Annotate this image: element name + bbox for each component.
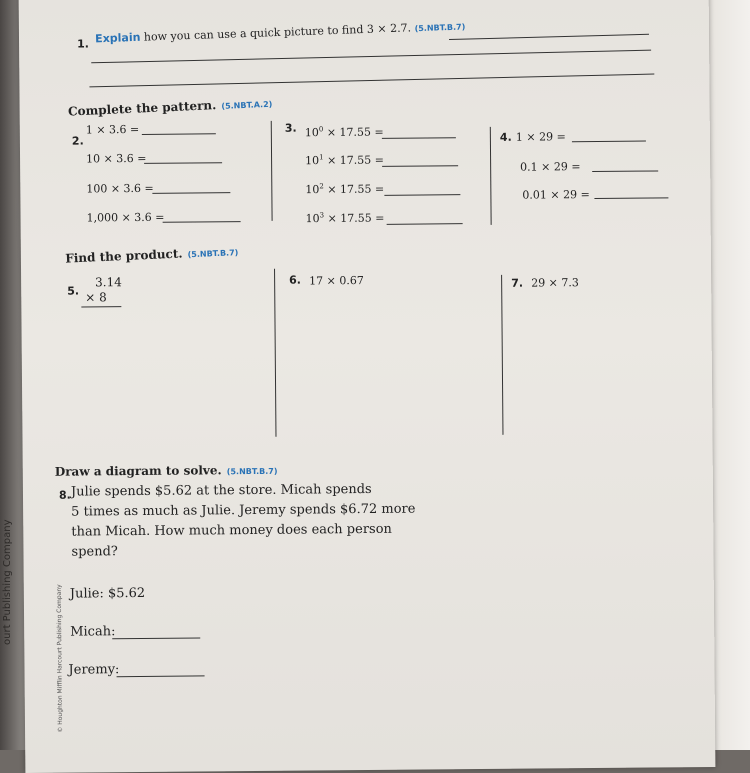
q2-line-1: 1 × 3.6 = bbox=[85, 122, 140, 137]
q1-answer-line-3[interactable] bbox=[89, 74, 654, 88]
q8-jeremy-answer[interactable] bbox=[117, 675, 205, 677]
q5-bottom-factor: × 8 bbox=[85, 290, 107, 305]
q8-jeremy-label: Jeremy: bbox=[68, 662, 120, 678]
diagram-heading-row bbox=[55, 459, 278, 480]
q8-number: 8. bbox=[58, 488, 71, 502]
q4-number: 4. bbox=[499, 130, 512, 144]
q2-answer-3[interactable] bbox=[152, 192, 230, 194]
pattern-heading: Complete the pattern. bbox=[67, 98, 217, 119]
q3-line-2: $10^1 \times 17.55$ = bbox=[305, 153, 385, 168]
q8-line-2: 5 times as much as Julie. Jeremy spends $6.72 more bbox=[71, 501, 416, 520]
q8-line-1: Julie spends $5.62 at the store. Micah spends bbox=[70, 481, 372, 500]
worksheet-page bbox=[19, 0, 716, 773]
q5-product-bar bbox=[81, 306, 121, 307]
q2-number: 2. bbox=[71, 134, 84, 148]
q4-answer-3[interactable] bbox=[594, 197, 668, 199]
q3-line-3: $10^2 \times 17.55$ = bbox=[305, 182, 385, 197]
q2-line-2: 10 × 3.6 = bbox=[86, 151, 147, 166]
q1-text: how you can use a quick picture to find 3 × 2.7. bbox=[143, 21, 412, 44]
pattern-heading-row bbox=[68, 92, 273, 120]
q4-line-1: 1 × 29 = bbox=[515, 130, 566, 144]
q6-number: 6. bbox=[289, 273, 302, 287]
q8-line-4: spend? bbox=[71, 544, 118, 560]
q1-answer-line-2[interactable] bbox=[91, 50, 651, 64]
q5-number: 5. bbox=[67, 284, 80, 298]
copyright-notice: © Houghton Mifflin Harcourt Publishing Company bbox=[55, 584, 65, 733]
q1-prompt bbox=[95, 19, 466, 45]
q1-standard: (5.NBT.B.7) bbox=[414, 22, 466, 34]
q2-line-4: 1,000 × 3.6 = bbox=[86, 210, 165, 225]
q7-number: 7. bbox=[511, 276, 524, 290]
q4-answer-2[interactable] bbox=[592, 170, 658, 172]
q8-micah-label: Micah: bbox=[70, 624, 116, 640]
q4-answer-1[interactable] bbox=[572, 141, 646, 143]
q3-line-4: $10^3 \times 17.55$ = bbox=[305, 211, 385, 226]
q8-julie: Julie: $5.62 bbox=[69, 585, 146, 602]
q1-explain-word: Explain bbox=[94, 30, 141, 46]
q7-problem: 29 × 7.3 bbox=[531, 276, 579, 290]
q1-answer-line-1[interactable] bbox=[449, 34, 649, 40]
q6-problem: 17 × 0.67 bbox=[309, 274, 364, 288]
q8-line-3: than Micah. How much money does each person bbox=[71, 521, 392, 540]
q3-answer-3[interactable] bbox=[384, 194, 460, 196]
q5-top-factor: 3.14 bbox=[95, 275, 122, 290]
q3-answer-4[interactable] bbox=[387, 223, 463, 225]
q8-micah-answer[interactable] bbox=[112, 637, 200, 639]
product-divider-1 bbox=[274, 269, 276, 437]
publisher-spine-text: ourt Publishing Company bbox=[2, 519, 13, 645]
q3-line-1: $10^0 \times 17.55$ = bbox=[304, 125, 384, 140]
product-standard: (5.NBT.B.7) bbox=[187, 248, 239, 260]
pattern-standard: (5.NBT.A.2) bbox=[221, 99, 273, 111]
q3-answer-1[interactable] bbox=[382, 137, 456, 139]
q3-answer-2[interactable] bbox=[382, 165, 458, 167]
diagram-heading: Draw a diagram to solve. bbox=[54, 463, 222, 479]
q2-answer-4[interactable] bbox=[163, 221, 241, 223]
q3-number: 3. bbox=[284, 121, 297, 135]
q4-line-2: 0.1 × 29 = bbox=[520, 160, 581, 174]
q2-line-3: 100 × 3.6 = bbox=[86, 181, 154, 196]
diagram-standard: (5.NBT.B.7) bbox=[226, 466, 278, 477]
pattern-divider-2 bbox=[490, 127, 492, 225]
q2-answer-1[interactable] bbox=[142, 133, 216, 135]
product-heading: Find the product. bbox=[65, 246, 183, 266]
pattern-divider-1 bbox=[271, 121, 273, 221]
q2-answer-2[interactable] bbox=[144, 162, 222, 164]
q4-line-3: 0.01 × 29 = bbox=[522, 188, 590, 202]
product-divider-2 bbox=[501, 275, 503, 435]
product-heading-row bbox=[65, 240, 239, 267]
q1-number: 1. bbox=[77, 37, 89, 51]
